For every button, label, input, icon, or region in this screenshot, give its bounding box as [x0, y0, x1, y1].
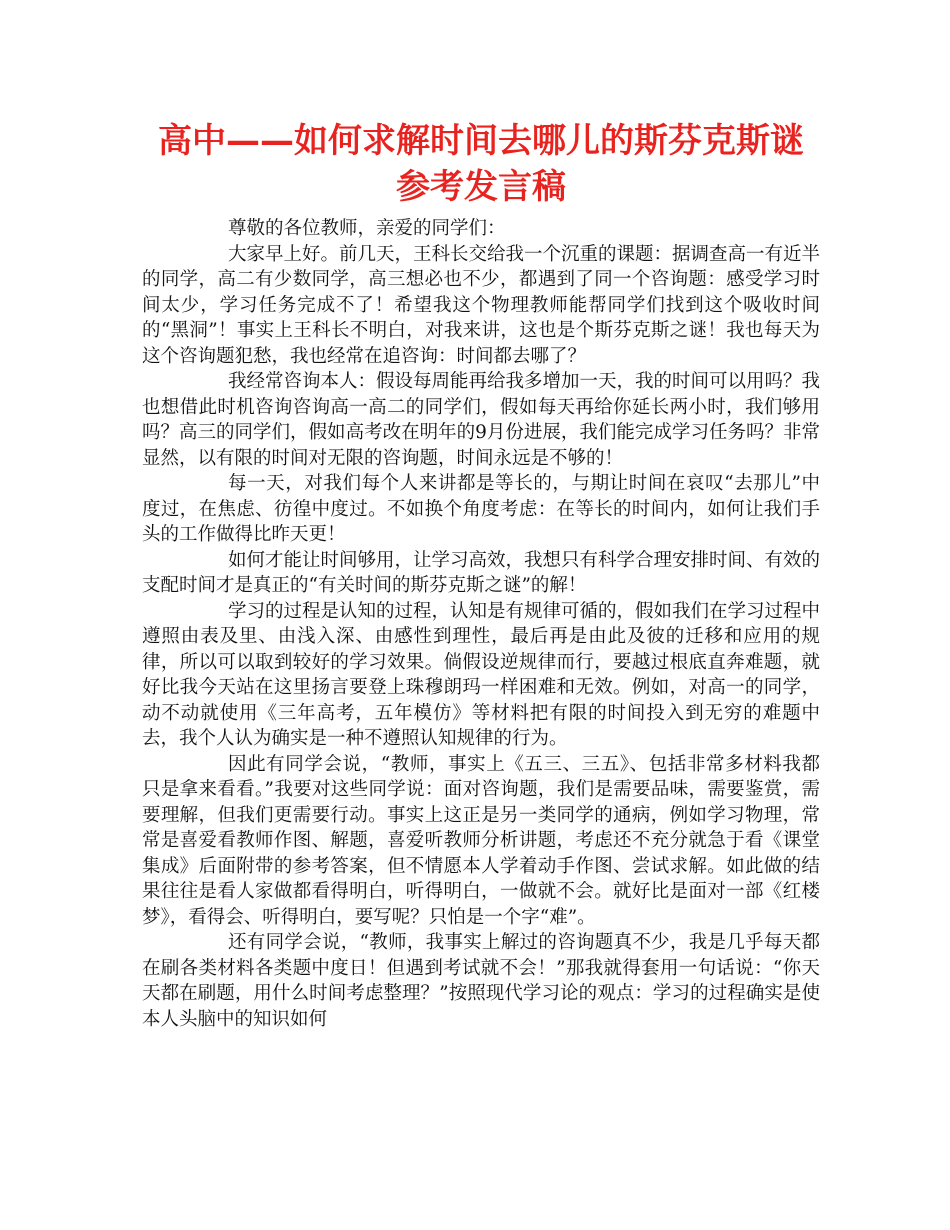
paragraph-3: 每一天，对我们每个人来讲都是等长的，与期让时间在哀叹“去那儿”中度过，在焦虑、彷徨中度过。不如换个角度考虑：在等长的时间内，如何让我们手头的工作做得比昨天更！ [142, 473, 820, 545]
paragraph-1: 大家早上好。前几天，王科长交给我一个沉重的课题：据调查高一有近半的同学，高二有少数同学，高三想必也不少，都遇到了同一个咨询题：感受学习时间太少，学习任务完成不了！希望我这个物理教师能帮同学们找到这个吸收时间的“黑洞”！事实上王科长不明白，对我来讲，这也是个斯芬克斯之谜！我也每天为这个咨询题犯愁，我也经常在追咨询：时间都去哪了？ [142, 243, 821, 367]
paragraph-2: 我经常咨询本人：假设每周能再给我多增加一天，我的时间可以用吗？我也想借此时机咨询咨询高一高二的同学们，假如每天再给你延长两小时，我们够用吗？高三的同学们，假如高考改在明年的9月份进展，我们能完成学习任务吗？非常显然，以有限的时间对无限的咨询题，时间永远是不够的！ [142, 371, 821, 469]
paragraph-6: 因此有同学会说，“教师，事实上《五三、三五》、包括非常多材料我都只是拿来看看。”我要对这些同学说：面对咨询题，我们是需要品味，需要鉴赏，需要理解，但我们更需要行动。事实上这正是另一类同学的通病，例如学习物理，常常是喜爱看教师作图、解题，喜爱听教师分析讲题，考虑还不充分就急于看《课堂集成》后面附带的参考答案，但不情愿本人学着动手作图、尝试求解。如此做的结果往往是看人家做都看得明白，听得明白，一做就不会。就好比是面对一部《红楼梦》，看得会、听得明白，要写呢？只怕是一个字“难”。 [142, 753, 820, 928]
paragraph-4: 如何才能让时间够用，让学习高效，我想只有科学合理安排时间、有效的支配时间才是真正的“有关时间的斯芬克斯之谜”的解！ [142, 549, 821, 596]
paragraph-7: 还有同学会说，“教师，我事实上解过的咨询题真不少，我是几乎每天都在刷各类材料各类题中度日！但遇到考试就不会！”那我就得套用一句话说：“你天天都在刷题，用什么时间考虑整理？”按照现代学习论的观点：学习的过程确实是使本人头脑中的知识如何 [142, 932, 820, 1030]
salutation: 尊敬的各位教师，亲爱的同学们： [228, 218, 506, 239]
paragraph-5: 学习的过程是认知的过程，认知是有规律可循的，假如我们在学习过程中遵照由表及里、由浅入深、由感性到理性，最后再是由此及彼的迁移和应用的规律，所以可以取到较好的学习效果。倘假设逆规律而行，要越过根底直奔难题，就好比我今天站在这里扬言要登上珠穆朗玛一样困难和无效。例如，对高一的同学，动不动就使用《三年高考，五年模仿》等材料把有限的时间投入到无穷的难题中去，我个人认为确实是一种不遵照认知规律的行为。 [142, 600, 821, 749]
document-page [142, 118, 820, 1032]
document-title: 高中——如何求解时间去哪儿的斯芬克斯谜参考发言稿 [158, 121, 804, 207]
document-body [142, 216, 820, 1032]
